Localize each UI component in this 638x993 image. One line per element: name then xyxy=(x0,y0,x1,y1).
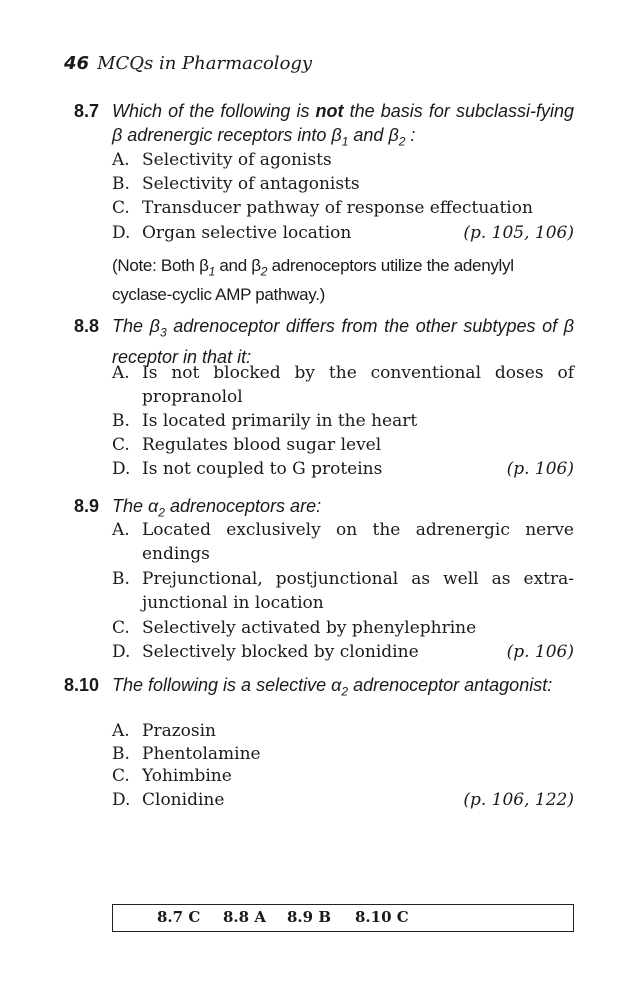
option: D. Is not coupled to G proteins xyxy=(112,459,383,479)
answer-item: 8.8 A xyxy=(223,908,266,926)
option: C. Regulates blood sugar level xyxy=(112,435,382,455)
book-title: MCQs in Pharmacology xyxy=(97,53,313,74)
option: B. Selectivity of antagonists xyxy=(112,174,360,194)
option: D. Selectively blocked by clonidine xyxy=(112,642,419,662)
option: B. Phentolamine xyxy=(112,744,261,764)
page-reference: (p. 106, 122) xyxy=(463,790,574,810)
option: C. Yohimbine xyxy=(112,766,232,786)
question-stem: The $\beta_3$ adrenoceptor differs from the other subtypes of β receptor in that it: xyxy=(112,316,574,367)
option: D. Clonidine xyxy=(112,790,225,810)
page-reference: (p. 106) xyxy=(506,459,574,479)
question-stem: The following is a selective $\alpha_2$ adrenoceptor antagonist: xyxy=(112,675,553,699)
option: A. Selectivity of agonists xyxy=(112,150,332,170)
option: C. Transducer pathway of response effectuation xyxy=(112,198,533,218)
option: A. Prazosin xyxy=(112,721,217,741)
option: C. Selectively activated by phenylephrine xyxy=(112,618,477,638)
option: A. Is not blocked by the conventional doses of propranolol xyxy=(112,363,574,407)
question-number: 8.10 xyxy=(64,675,100,695)
option: D. Organ selective location xyxy=(112,223,352,243)
answer-item: 8.7 C xyxy=(157,908,201,926)
option: A. Located exclusively on the adrenergic nerve endings xyxy=(112,520,574,564)
page-number: 46 xyxy=(64,53,90,74)
question-number: 8.9 xyxy=(74,496,100,516)
page-reference: (p. 105, 106) xyxy=(463,223,574,243)
explanatory-note: (Note: Both $\beta_1$ and $\beta_2$ adrenoceptors utilize the adenylyl cyclase-cyclic AMP pathway.) xyxy=(112,256,514,305)
answer-key xyxy=(112,904,574,932)
answer-item: 8.9 B xyxy=(287,908,332,926)
page-header xyxy=(64,53,312,74)
question-stem: The $\alpha_2$ adrenoceptors are: xyxy=(112,496,322,520)
option: B. Prejunctional, postjunctional as well as extra-junctional in location xyxy=(112,569,574,613)
option: B. Is located primarily in the heart xyxy=(112,411,418,431)
question-number: 8.8 xyxy=(74,316,100,336)
question-number: 8.7 xyxy=(74,101,100,121)
answer-item: 8.10 C xyxy=(355,908,409,926)
page-reference: (p. 106) xyxy=(506,642,574,662)
question-stem: Which of the following is not the basis for subclassi-fying β adrenergic receptors into $\beta_1$ and $\beta_2$ : xyxy=(112,101,574,149)
